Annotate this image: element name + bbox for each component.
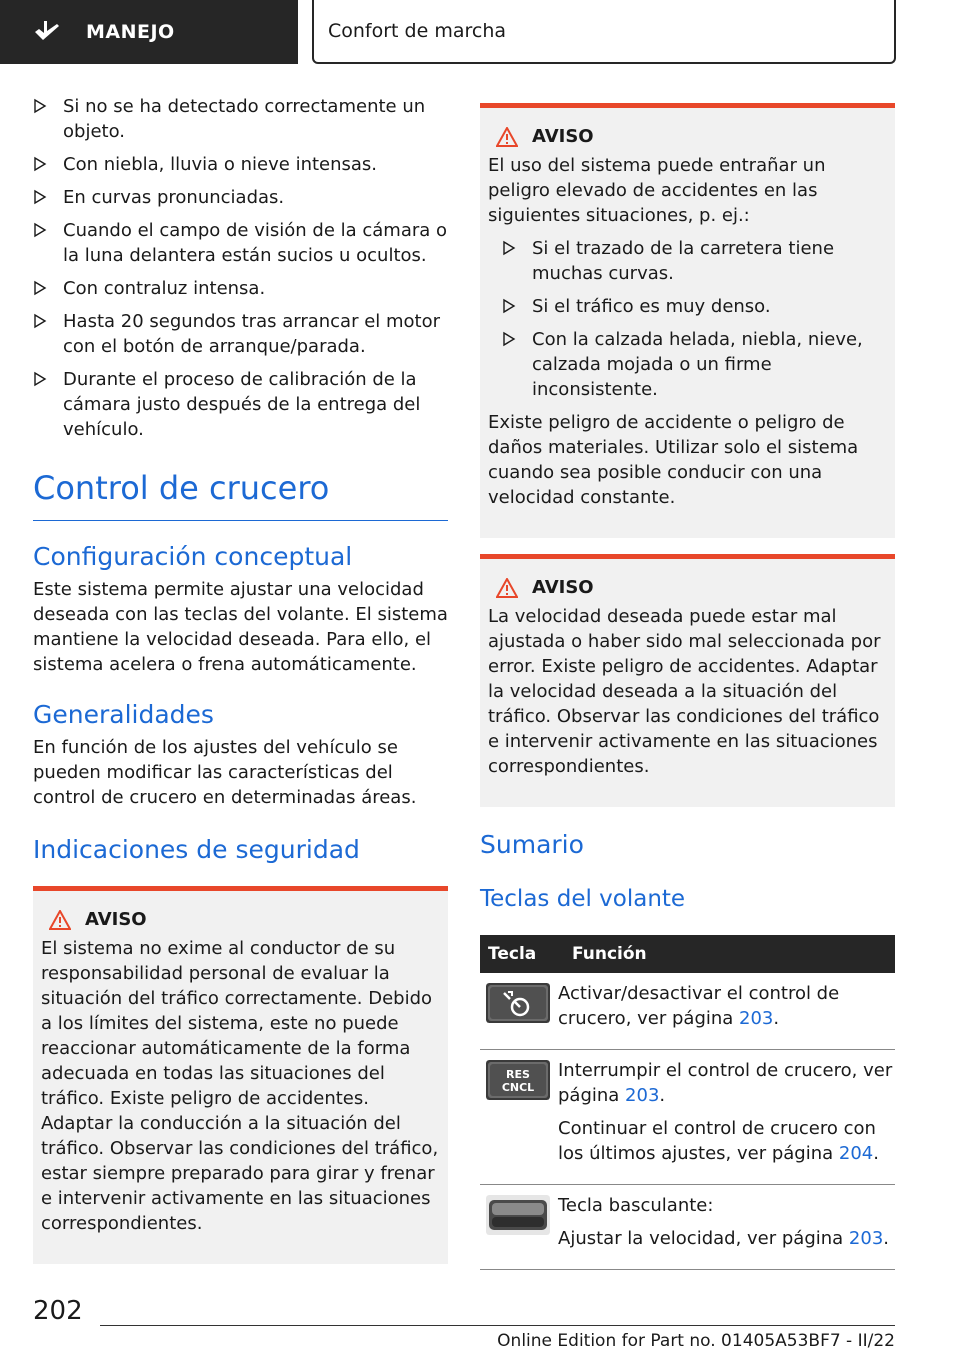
warning-situations-list <box>502 236 887 402</box>
function-cell: Activar/desactivar el control de crucero, ver página 203. <box>558 973 895 1050</box>
key-cell <box>480 973 558 1050</box>
steering-hand-icon <box>30 15 64 49</box>
column-header-key: Tecla <box>480 935 558 973</box>
general-text: En función de los ajustes del vehículo se pueden modificar las características del control de crucero en determinadas áreas. <box>33 737 417 808</box>
warning-box-2 <box>480 554 895 807</box>
bullet-triangle-icon <box>33 280 47 296</box>
footer-divider <box>100 1325 895 1326</box>
warning-triangle-icon <box>496 127 518 147</box>
rocker-switch-icon <box>486 1195 550 1235</box>
warning-label: AVISO <box>532 577 594 598</box>
concept-heading: Configuración conceptual <box>33 542 353 571</box>
res-cncl-button-icon <box>486 1060 550 1100</box>
list-item: Con contraluz intensa. <box>33 276 448 301</box>
edition-text: Online Edition for Part no. 01405A53BF7 - II/22 <box>497 1331 895 1351</box>
warning-label: AVISO <box>532 126 594 147</box>
warning-box <box>33 886 448 1264</box>
list-item: Si el trazado de la carretera tiene muchas curvas. <box>502 236 887 286</box>
bullet-triangle-icon <box>33 313 47 329</box>
column-header-function: Función <box>558 935 895 973</box>
function-cell: Tecla basculante: Ajustar la velocidad, ver página 203. <box>558 1185 895 1270</box>
page-link[interactable]: 203 <box>625 1085 660 1106</box>
summary-heading: Sumario <box>480 830 584 859</box>
left-column <box>33 94 448 1264</box>
cruise-control-button-icon <box>486 983 550 1023</box>
list-item: Con la calzada helada, niebla, nieve, calzada mojada o un firme inconsistente. <box>502 327 887 402</box>
page-title: Control de crucero <box>33 468 448 521</box>
list-item: Durante el proceso de calibración de la cámara justo después de la entrega del vehículo. <box>33 367 448 442</box>
function-cell: Interrumpir el control de crucero, ver página 203. Continuar el control de crucero con los últimos ajustes, ver página 204. <box>558 1050 895 1185</box>
svg-text:RES: RES <box>506 1068 530 1081</box>
table-row <box>480 1050 895 1185</box>
bullet-triangle-icon <box>502 240 516 256</box>
concept-text: Este sistema permite ajustar una velocidad deseada con las teclas del volante. El sistema mantiene la velocidad deseada. Para ello, el sistema acelera o frena automáticamente. <box>33 579 448 675</box>
section-title: Confort de marcha <box>328 20 507 42</box>
warning-label: AVISO <box>85 909 147 930</box>
general-heading: Generalidades <box>33 700 214 729</box>
conditions-list <box>33 94 448 442</box>
key-cell <box>480 1050 558 1185</box>
list-item: Con niebla, lluvia o nieve intensas. <box>33 152 448 177</box>
page-link[interactable]: 203 <box>848 1228 884 1249</box>
list-item: Si no se ha detectado correctamente un objeto. <box>33 94 448 144</box>
bullet-triangle-icon <box>33 156 47 172</box>
warning-outro: Existe peligro de accidente o peligro de daños materiales. Utilizar solo el sistema cuando sea posible conducir con una velocidad constante. <box>488 412 859 508</box>
bullet-triangle-icon <box>502 298 516 314</box>
warning-title <box>488 577 887 598</box>
bullet-triangle-icon <box>502 331 516 347</box>
warning-triangle-icon <box>496 578 518 598</box>
svg-text:CNCL: CNCL <box>501 1081 535 1094</box>
bullet-triangle-icon <box>33 98 47 114</box>
page-link[interactable]: 204 <box>838 1143 874 1164</box>
warning-title <box>41 909 440 930</box>
table-header-row <box>480 935 895 973</box>
warning-title <box>488 126 887 147</box>
warning-intro: El uso del sistema puede entrañar un peligro elevado de accidentes en las siguientes situaciones, p. ej.: <box>488 155 826 226</box>
warning-text: El sistema no exime al conductor de su responsabilidad personal de evaluar la situación del tráfico correctamente. Debido a los límites del sistema, este no puede reaccionar automáticamente de la forma adecuada en todas las situaciones del tráfico. Existe peligro de accidentes. Adaptar la conducción a la situación del tráfico. Observar las condiciones del tráfico, estar siempre preparado para girar y frenar e intervenir activamente en las situaciones correspondientes. <box>41 938 439 1234</box>
warning-box-1 <box>480 103 895 538</box>
list-item: En curvas pronunciadas. <box>33 185 448 210</box>
bullet-triangle-icon <box>33 222 47 238</box>
list-item: Hasta 20 segundos tras arrancar el motor con el botón de arranque/parada. <box>33 309 448 359</box>
right-column <box>480 103 895 1270</box>
list-item: Si el tráfico es muy denso. <box>502 294 887 319</box>
list-item: Cuando el campo de visión de la cámara o la luna delantera están sucios u ocultos. <box>33 218 448 268</box>
bullet-triangle-icon <box>33 371 47 387</box>
page-number: 202 <box>33 1296 83 1326</box>
warning-triangle-icon <box>49 910 71 930</box>
steering-keys-table <box>480 935 895 1270</box>
chapter-title: MANEJO <box>86 21 175 43</box>
bullet-triangle-icon <box>33 189 47 205</box>
keys-heading: Teclas del volante <box>480 886 686 912</box>
table-row <box>480 973 895 1050</box>
key-cell <box>480 1185 558 1270</box>
warning-text: La velocidad deseada puede estar mal ajustada o haber sido mal seleccionada por error. Existe peligro de accidentes. Adaptar la velocidad deseada a la situación del tráfico. Observar las condiciones del tráfico e intervenir activamente en las situaciones correspondientes. <box>488 606 881 777</box>
page-link[interactable]: 203 <box>739 1008 774 1029</box>
chapter-tab <box>0 0 298 64</box>
table-row <box>480 1185 895 1270</box>
safety-heading: Indicaciones de seguridad <box>33 835 360 864</box>
section-tab <box>312 0 896 64</box>
